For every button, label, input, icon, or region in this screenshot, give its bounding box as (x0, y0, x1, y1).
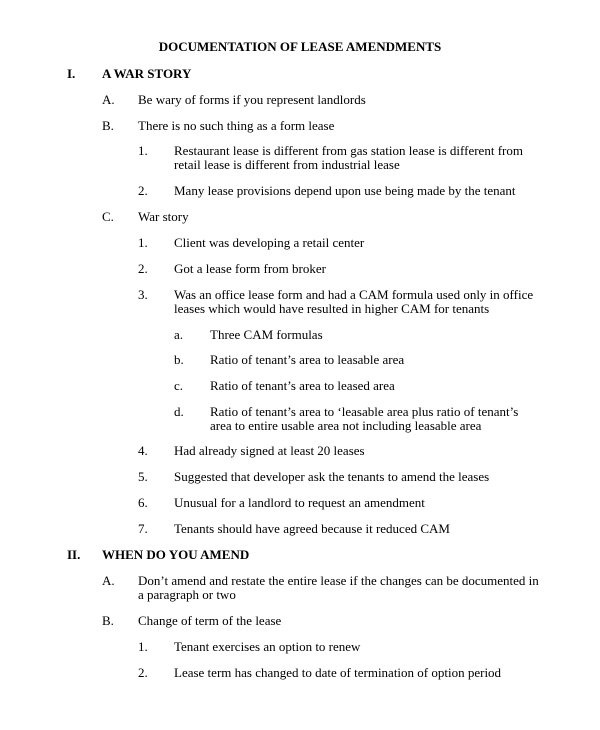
subsubitem-label: b. (174, 352, 184, 367)
item-text: a paragraph or two (138, 587, 236, 602)
item-label: B. (102, 118, 114, 133)
subitem-text: Had already signed at least 20 leases (174, 443, 365, 458)
subitem-label: 1. (138, 639, 148, 654)
subitem-text: Suggested that developer ask the tenants to amend the leases (174, 469, 490, 484)
subitem-label: 1. (138, 143, 148, 158)
subsubitem-label: a. (174, 327, 184, 342)
section-heading: WHEN DO YOU AMEND (102, 547, 250, 562)
subitem-label: 5. (138, 469, 148, 484)
item-text: Don’t amend and restate the entire lease if the changes can be documented in (138, 573, 539, 588)
subitem-label: 6. (138, 495, 148, 510)
subitem-text: Unusual for a landlord to request an amendment (174, 495, 425, 510)
subsubitem-text: Three CAM formulas (210, 327, 323, 342)
item-text: Change of term of the lease (138, 613, 282, 628)
item-text: Be wary of forms if you represent landlords (138, 92, 366, 107)
document-title: DOCUMENTATION OF LEASE AMENDMENTS (158, 39, 442, 54)
section-heading: A WAR STORY (102, 66, 192, 81)
subitem-label: 1. (138, 235, 148, 250)
subitem-text: Restaurant lease is different from gas station lease is different from (174, 143, 523, 158)
subsubitem-text: Ratio of tenant’s area to ‘leasable area plus ratio of tenant’s (210, 404, 519, 419)
item-label: A. (102, 573, 115, 588)
subitem-text: Client was developing a retail center (174, 235, 365, 250)
item-label: B. (102, 613, 114, 628)
section-number: II. (67, 547, 81, 562)
subitem-text: Tenants should have agreed because it reduced CAM (174, 521, 450, 536)
subitem-label: 3. (138, 287, 148, 302)
subitem-text: Lease term has changed to date of termination of option period (174, 665, 502, 680)
subitem-label: 2. (138, 183, 148, 198)
subitem-text: Tenant exercises an option to renew (174, 639, 361, 654)
subsubitem-label: c. (174, 378, 184, 393)
section-number: I. (67, 66, 76, 81)
subsubitem-text: area to entire usable area not including leasable area (210, 418, 482, 433)
item-label: C. (102, 209, 114, 224)
subitem-text: retail lease is different from industrial lease (174, 157, 400, 172)
subitem-text: Was an office lease form and had a CAM formula used only in office (174, 287, 534, 302)
subsubitem-text: Ratio of tenant’s area to leasable area (210, 352, 405, 367)
subitem-label: 4. (138, 443, 148, 458)
subitem-text: leases which would have resulted in higher CAM for tenants (174, 301, 490, 316)
subitem-label: 2. (138, 261, 148, 276)
subitem-label: 7. (138, 521, 148, 536)
item-label: A. (102, 92, 115, 107)
subitem-text: Got a lease form from broker (174, 261, 326, 276)
subitem-label: 2. (138, 665, 148, 680)
subitem-text: Many lease provisions depend upon use being made by the tenant (174, 183, 516, 198)
subsubitem-label: d. (174, 404, 184, 419)
item-text: There is no such thing as a form lease (138, 118, 335, 133)
item-text: War story (138, 209, 189, 224)
subsubitem-text: Ratio of tenant’s area to leased area (210, 378, 395, 393)
